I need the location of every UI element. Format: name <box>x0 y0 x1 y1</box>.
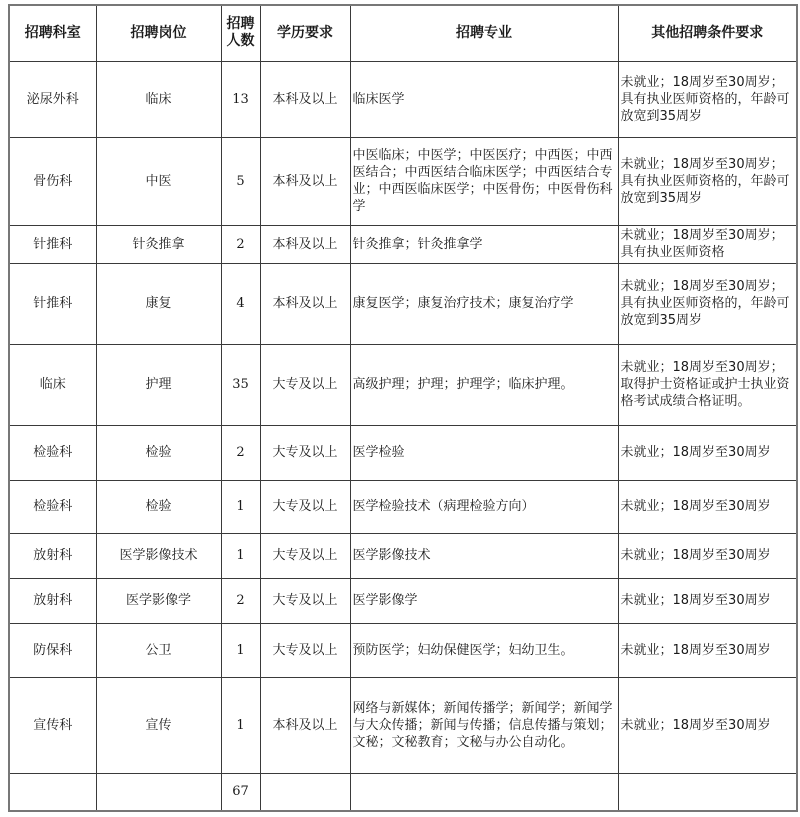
header-row <box>9 5 797 61</box>
table-row <box>9 623 797 677</box>
cell-major: 康复医学；康复治疗技术；康复治疗学 <box>350 263 618 344</box>
cell-education: 大专及以上 <box>260 623 350 677</box>
recruitment-table <box>8 4 798 812</box>
table-row <box>9 344 797 425</box>
cell-department: 检验科 <box>9 480 96 533</box>
table-row <box>9 677 797 773</box>
cell-education: 本科及以上 <box>260 137 350 225</box>
cell-department: 放射科 <box>9 533 96 578</box>
cell-major: 网络与新媒体；新闻传播学；新闻学；新闻学与大众传播；新闻与传播；信息传播与策划；文秘；文秘教育；文秘与办公自动化。 <box>350 677 618 773</box>
table-row <box>9 425 797 480</box>
cell-count: 2 <box>221 425 260 480</box>
cell-major: 预防医学；妇幼保健医学；妇幼卫生。 <box>350 623 618 677</box>
cell-position: 中医 <box>96 137 221 225</box>
cell-department: 骨伤科 <box>9 137 96 225</box>
total-count: 67 <box>221 773 260 811</box>
cell-other: 未就业；18周岁至30周岁 <box>618 533 797 578</box>
cell-other: 未就业；18周岁至30周岁；具有执业医师资格的，年龄可放宽到35周岁 <box>618 263 797 344</box>
cell-other: 未就业；18周岁至30周岁 <box>618 578 797 623</box>
header-major: 招聘专业 <box>350 5 618 61</box>
cell-major: 中医临床；中医学；中医医疗；中西医；中西医结合；中西医结合临床医学；中西医结合专业；中西医临床医学；中医骨伤；中医骨伤科学 <box>350 137 618 225</box>
cell-position: 医学影像学 <box>96 578 221 623</box>
cell-other: 未就业；18周岁至30周岁 <box>618 425 797 480</box>
table-row <box>9 225 797 263</box>
cell-department: 泌尿外科 <box>9 61 96 137</box>
cell-education: 本科及以上 <box>260 225 350 263</box>
total-row <box>9 773 797 811</box>
cell-major: 医学影像学 <box>350 578 618 623</box>
cell-major: 医学检验技术（病理检验方向） <box>350 480 618 533</box>
cell-department: 防保科 <box>9 623 96 677</box>
cell-department: 检验科 <box>9 425 96 480</box>
cell-count: 35 <box>221 344 260 425</box>
cell-department: 临床 <box>9 344 96 425</box>
cell-other: 未就业；18周岁至30周岁；具有执业医师资格的，年龄可放宽到35周岁 <box>618 137 797 225</box>
cell-count: 1 <box>221 480 260 533</box>
cell-education: 本科及以上 <box>260 263 350 344</box>
table-row <box>9 533 797 578</box>
cell-other: 未就业；18周岁至30周岁；具有执业医师资格 <box>618 225 797 263</box>
header-count-line2: 人数 <box>226 33 255 50</box>
header-department: 招聘科室 <box>9 5 96 61</box>
cell-department: 针推科 <box>9 263 96 344</box>
cell-count: 2 <box>221 578 260 623</box>
cell-department: 针推科 <box>9 225 96 263</box>
total-other <box>618 773 797 811</box>
cell-position: 护理 <box>96 344 221 425</box>
total-major <box>350 773 618 811</box>
cell-other: 未就业；18周岁至30周岁；取得护士资格证或护士执业资格考试成绩合格证明。 <box>618 344 797 425</box>
cell-count: 1 <box>221 677 260 773</box>
cell-education: 大专及以上 <box>260 344 350 425</box>
cell-other: 未就业；18周岁至30周岁 <box>618 677 797 773</box>
header-count <box>221 5 260 61</box>
header-other: 其他招聘条件要求 <box>618 5 797 61</box>
cell-other: 未就业；18周岁至30周岁 <box>618 623 797 677</box>
table-row <box>9 137 797 225</box>
cell-count: 1 <box>221 623 260 677</box>
cell-education: 大专及以上 <box>260 578 350 623</box>
total-education <box>260 773 350 811</box>
cell-position: 宣传 <box>96 677 221 773</box>
cell-education: 大专及以上 <box>260 480 350 533</box>
cell-major: 临床医学 <box>350 61 618 137</box>
cell-position: 康复 <box>96 263 221 344</box>
header-count-line1: 招聘 <box>226 16 255 33</box>
cell-department: 放射科 <box>9 578 96 623</box>
table-row <box>9 263 797 344</box>
table-row <box>9 61 797 137</box>
cell-major: 医学影像技术 <box>350 533 618 578</box>
cell-position: 公卫 <box>96 623 221 677</box>
cell-count: 1 <box>221 533 260 578</box>
cell-count: 2 <box>221 225 260 263</box>
cell-education: 本科及以上 <box>260 677 350 773</box>
cell-other: 未就业；18周岁至30周岁 <box>618 480 797 533</box>
cell-count: 5 <box>221 137 260 225</box>
cell-education: 大专及以上 <box>260 425 350 480</box>
total-department <box>9 773 96 811</box>
cell-major: 针灸推拿；针灸推拿学 <box>350 225 618 263</box>
header-education: 学历要求 <box>260 5 350 61</box>
cell-education: 本科及以上 <box>260 61 350 137</box>
cell-position: 医学影像技术 <box>96 533 221 578</box>
total-position <box>96 773 221 811</box>
table-row <box>9 480 797 533</box>
cell-count: 4 <box>221 263 260 344</box>
cell-count: 13 <box>221 61 260 137</box>
cell-position: 检验 <box>96 480 221 533</box>
table-row <box>9 578 797 623</box>
cell-major: 医学检验 <box>350 425 618 480</box>
header-position: 招聘岗位 <box>96 5 221 61</box>
cell-position: 临床 <box>96 61 221 137</box>
cell-education: 大专及以上 <box>260 533 350 578</box>
cell-position: 检验 <box>96 425 221 480</box>
cell-department: 宣传科 <box>9 677 96 773</box>
cell-position: 针灸推拿 <box>96 225 221 263</box>
cell-other: 未就业；18周岁至30周岁；具有执业医师资格的，年龄可放宽到35周岁 <box>618 61 797 137</box>
cell-major: 高级护理；护理；护理学；临床护理。 <box>350 344 618 425</box>
